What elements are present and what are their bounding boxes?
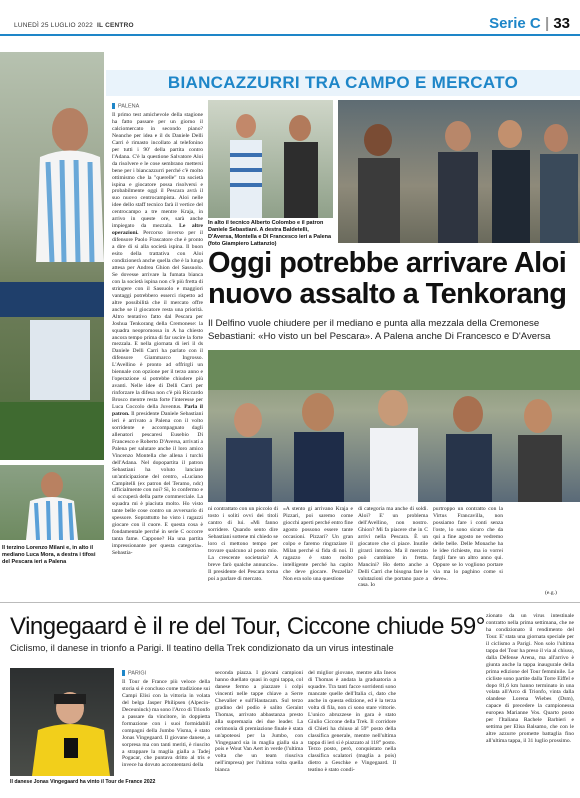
page-number: 33: [553, 15, 570, 32]
photo-player-figure: [0, 52, 104, 460]
photo-vingegaard: [10, 668, 114, 776]
masthead-date: LUNEDÌ 25 LUGLIO 2022 IL CENTRO: [14, 22, 134, 29]
story1-column-2: ni contrattato con un piccolo di tosto i soliti ovvi dei titoli cantro di lui. «Mi fanno sorridere. Quando sento dire Sebastiani sottene mi chiedo se loro ci mettono tempo per trovare qualcuno al posto mio. La crescente societaria? A breve farò qualche annuncio». Il presidente del Pescara torna poi a parlare di mercato.: [208, 506, 278, 582]
story2-column-3: del miglior giovane, mentre alla Ineos di Thomas è andata la graduatoria a squadre. Tra tanti facce sorridenti sono mancate quelle dell'Italia ci, dato che anche in questa edizione, ed è la terza volta di fila, non ci sono stare vittorie. L'unico abruzzese in gara è stato Giulio Ciccone della Trek. Il corridore di Chieti ha chiuso al 59° posto della classifica generale, mentre nell'ultima tappa di ieri si è piazzato al 118° posto. Terzo posto, però, conquistato nella classifica scalatori (maglia a pois) dietro a Geschke e Vingegaard. Il teatino è stato condi-: [308, 670, 396, 774]
story2-headline: Vingegaard è il re del Tour, Ciccone chiude 59°: [10, 613, 485, 640]
photo-fans-figures: [208, 350, 580, 502]
photo-coaches-palena: [338, 100, 580, 243]
headline-line-2: nuovo assalto a Tenkorang: [208, 278, 567, 310]
caption-vingegaard: Il danese Jonas Vingegaard ha vinto il Tour de France 2022: [10, 779, 156, 785]
story2-column-2: seconda piazza. I giovani campioni hanno duellato quasi in ogni tappa, col danese fermo a piazzare i colpi vincenti nelle tappe chiave a Serre Chevalier e sull'Hautacam. Sul terzo gradino del podio è salito Geraint Thomas, arrivato abbastanza presto alla supremazia dei due leader. La cerimonia di premiazione finale è stata un'apoteosi per la Jumbo, con Vingegaard sia in maglia gialla sia a pois e Wout Van Aert in verde (l'ultima volta che un team riusciva nell'impresa) per l'ultima volta quella bianca: [215, 670, 303, 774]
kicker-bar: [106, 70, 580, 96]
photo-player-milani: [0, 465, 104, 540]
masthead: [0, 0, 580, 50]
story2-column-1: Il Tour de France più veloce della storia si è concluso come tradizione sui Campi Elisi con la vittoria in volata del belga Jasper Philipsen (Alpecin-Deceuninck) ma sono l'Arco di Trionfo a passare da vincitore, in doppietta formazione con i suoi formidabili compagni della Jumbo Visma, è stato Jonas Vingegaard. Il giovane danese, a sorpresa ma con tanti meriti, è riuscito a strappare la maglia gialla a Tadej Pogacar, che puntava dritto al tris e invece ha dovuto accontentarsi della: [122, 679, 210, 769]
section-name: Serie C: [489, 15, 541, 32]
masthead-rule: [0, 34, 580, 36]
dateline-palena: PALENA: [112, 103, 139, 109]
photo-colombo-sebastiani: [208, 100, 333, 218]
story2-column-4: zionato da un virus intestinale contratto nella prima settimana, che ne ha condizionato il rendimento del Tour. E' stata una giornata speciale per il ciclismo a Parigi. Non solo l'ultima tappa del Tour ha preso il via al chiuso, dalla Défense Arena, ma all'arrivo è giunta anche la tappa inaugurale della prima edizione del Tour femminile. Le cicliste sono partite dalla Torre Eiffel e dopo 81,6 km hanno terminato in una volata all'Arco di Trionfo, vinta dalla olandese Lorena Wiebes (Dsm), capace di precedere la campionessa europea Marianne Vos. Quarto posto per l'Italiana Rachele Barbieri e settima per Elisa Balsamo, che con le altre azzurre promette battaglia fino all'ultima tappa, il 31 luglio prossimo.: [486, 613, 574, 745]
photo-figures-top: [208, 100, 333, 218]
story1-byline: (e.g.): [545, 590, 557, 596]
photo-fans-palena: [208, 350, 580, 502]
photo-coaches-figures: [338, 100, 580, 243]
story-divider: [0, 602, 580, 603]
story1-column-1: Il primo test amichevole della stagione ha fatto passare per un giorno il calciomercato in secondo piano? Neanche per idea e il ds Daniele Delli Carri è rimasto incollato al telefonino per tutti i 90' della partita contro l'Adana. C'è la questione Salvatore Aloi da risolvere e le cose sembrano mettersi bene per i biancazzurri perché c'è molto ottimismo che la "querelle" tra società ispina e giocatore possa risolversi e probabilmente oggi il Pescara avrà il suo nuovo centrocampista. Aloi nelle idee dello staff tecnico farà il vertice del centrocampo a tre mentre Kraja, in arrivo in queste ore, sarà anche impiegato da mezzala. Le altre operazioni. Percorso inverso per il difensore Paolo Frascatore che è pronto a dire di sì alla società ispina. Il buon esito della trattativa con Aloi condizionerà anche quella che è la lunga attesa per Andrea Ghion del Sassuolo. Se dovesse arrivare la fumata bianca con la società ispina non c'è più fretta di stringere con il Sassuolo e maggiori vantaggi potrebbero esserci rispetto ad altre possibilità che il mercato offre anche se il giocatore resta una priorità. Altro tentativo fatto dal Pescara per Joshua Tenkorang della Cremonese: la squadra neopromossa in A ha chiesto ancora tempo prima di far uscire la forte mezzala. E nella giornata di ieri il ds Daniele Delli Carri ha parlato con il difensore Giammarco Ingrosso. L'Avellino è pronto ad offrirgli un biennale con opzione per il terzo anno e l'operazione si potrebbe chiudere più avanti. Nelle idee di Delli Carri per rinforzare la difesa non c'è più Riccardo Brosco mentre resta forte l'interesse per Luca Coccolo della Juventus. Parla il patron. Il presidente Daniele Sebastiani ieri è arrivato a Palena con il volto sorridente e accompagnato dagli allenatori pescaresi Eusebio Di Francesco e Roberto D'Aversa, arrivati a Palena per salutare anche il loro amico Vincenzo Montella che allena i turchi dell'Adana. Nel dopopartita il patron Sebastiani ha voluto lanciare un'anticipazione del centro, «Luciano Campitelli (ex patron del Teramo, ndc) ufficialmente con noi? Sì, lo confermo e si occuperà della parte commerciale. La squadra mi è piaciuta molto. Ho visto tante belle cose contro un avversario di spessore. Soprattutto ho visto i ragazzi giocare con il cuore. E questa cosa è fondamentale perché in serie C occorre tanta fame. Cappone? Ha una partita impressionante per questa categoria». Sebastia-: [112, 112, 203, 557]
story1-column-3: «A stento gi arrivano Kraja e Pizzari, poi saremo come giocchi aperti perché entro fine agosto possono essere tante occasioni. Pizzari? Un gran colpo e faremo ringraziare il Milan perché si fida di noi. Il ragazzo è stato molto intelligente perché ha capito che deve giocare. Pezzella? Non era solo una questione: [283, 506, 353, 582]
story1-subhead: Il Delfino vuole chiudere per il mediano e punta alla mezzala della Cremonese Sebastiani: «Ho visto un bel Pescara». A Palena anche Di Francesco e D'Aversa: [208, 318, 551, 342]
photo-vingegaard-figure: [10, 668, 114, 776]
kicker-text: BIANCAZZURRI TRA CAMPO E MERCATO: [167, 73, 519, 92]
section-page: Serie C | 33: [489, 15, 570, 32]
story1-column-5: purtroppo un contratto con la Virtus Francavilla, non possiamo fare i conti senza l'oste, lo sono sicuro che da qui a fine agosto ne vedremo delle belle. Delle Monache ha le idee richieste, ma io vorrei fargli fare un altro anno qui. Oppure se lo vogliono portare via ma lo paghino come si deve».: [433, 506, 503, 582]
caption-left-photo: Il terzino Lorenzo Milani e, in alto il mediano Luca Mora, a destra i tifosi del Pescara ieri a Palena: [2, 545, 96, 565]
dateline-marker-2: [122, 670, 125, 676]
masthead-paper: IL CENTRO: [97, 22, 134, 29]
dateline-marker: [112, 103, 115, 109]
caption-top-photo: In alto il tecnico Alberto Colombo e il patron Daniele Sebastiani. A destra Baldetelli, D'Aversa, Montella e Di Francesco ieri a Palena (foto Giampiero Lattanzio): [208, 220, 332, 247]
story2-subhead: Ciclismo, il danese in trionfo a Parigi. Il teatino della Trek condizionato da un virus intestinale: [10, 642, 394, 653]
dateline-parigi: PARIGI: [122, 670, 146, 676]
photo-player-mora: [0, 52, 104, 460]
headline-line-1: Oggi potrebbe arrivare Aloi: [208, 247, 567, 279]
story1-headline: [208, 248, 580, 310]
story1-column-4: di categoria ma anche di soldi. Aloi? E' un problema dell'Avellino, non nostro. Ghion? Mi fa piacere che in C arrivi nella Pescara. È un giocatore che ci piace. Inutile girarci intorno. Ma il mercato può cambiare in fretta. Mancini? Ho detto anche a Delli Carri che bisogna fare le valutazioni che portano pace a casa. Io: [358, 506, 428, 589]
photo-milani-figure: [0, 465, 104, 540]
